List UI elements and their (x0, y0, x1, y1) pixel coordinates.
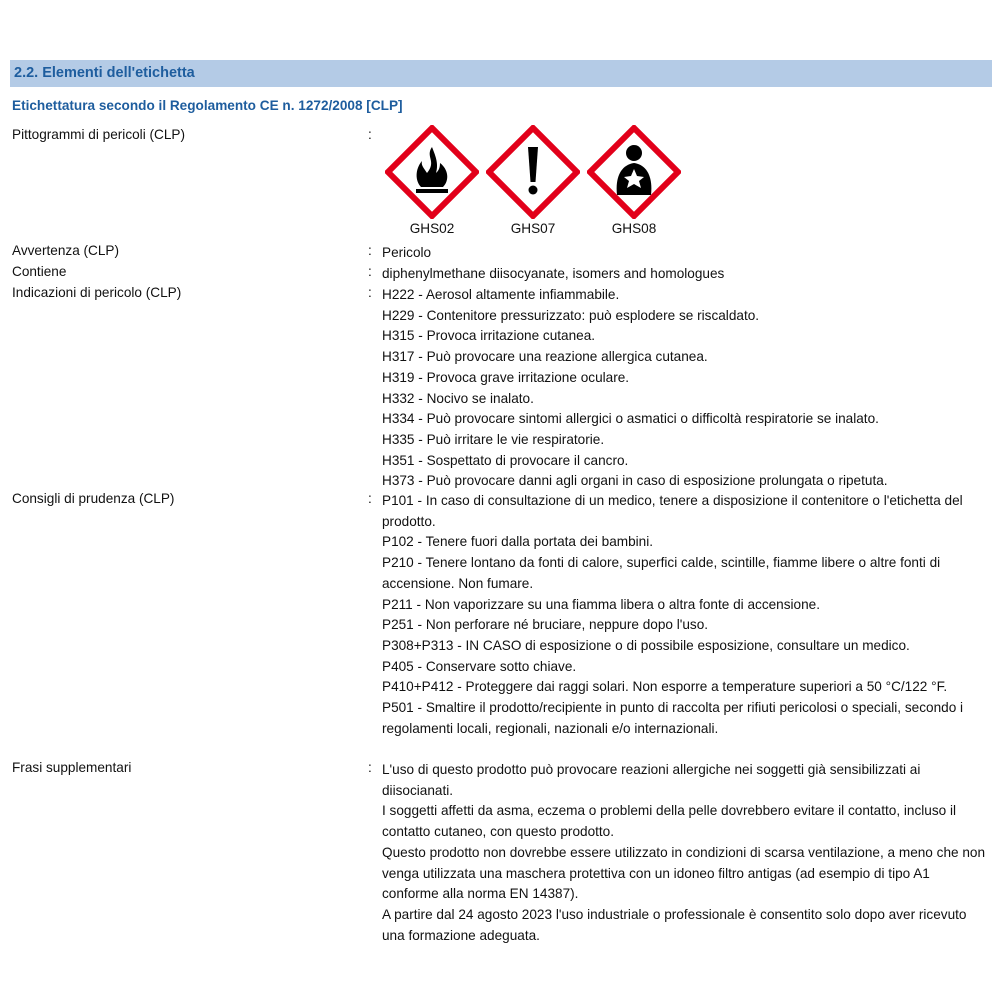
hazard-statement: H332 - Nocivo se inalato. (382, 390, 534, 406)
contains-value: diphenylmethane diisocyanate, isomers and homologues (382, 266, 725, 281)
supplementary-statement: A partire dal 24 agosto 2023 l'uso industriale o professionale è consentito solo dopo aver ricevuto una formazione adeguata. (382, 906, 967, 943)
hazard-statement: H335 - Può irritare le vie respiratorie. (382, 431, 605, 447)
section-title: 2.2. Elementi dell'etichetta (10, 60, 992, 87)
exclamation-mark-icon (486, 125, 580, 219)
precautionary-statement: P102 - Tenere fuori dalla portata dei bambini. (382, 534, 654, 550)
contains-label: Contiene (12, 264, 67, 279)
separator: : (368, 127, 372, 142)
precautionary-statement: P211 - Non vaporizzare su una fiamma libera o altra fonte di accensione. (382, 596, 821, 612)
separator: : (368, 285, 372, 300)
precautionary-statement: P210 - Tenere lontano da fonti di calore, superfici calde, scintille, fiamme libere o altre fonti di accensione. Non fumare. (382, 555, 941, 591)
supplementary-label: Frasi supplementari (12, 760, 132, 775)
supplementary-statement: Questo prodotto non dovrebbe essere utilizzato in condizioni di scarsa ventilazione, a meno che non venga utilizzata una maschera protettiva con un idoneo filtro antigas (ad esempio di tipo A1 conforme alla norma EN 14387). (382, 844, 986, 902)
hazard-statement: H317 - Può provocare una reazione allergica cutanea. (382, 349, 708, 365)
precautionary-statement: P410+P412 - Proteggere dai raggi solari. Non esporre a temperature superiori a 50 °C/122 °F. (382, 679, 948, 695)
signal-word-label: Avvertenza (CLP) (12, 243, 120, 258)
hazard-statement: H222 - Aerosol altamente infiammabile. (382, 287, 620, 302)
precautionary-statement: P308+P313 - IN CASO di esposizione o di possibile esposizione, consultare un medico. (382, 637, 910, 653)
pictogram-code: GHS07 (510, 221, 556, 236)
precautionary-statement: P101 - In caso di consultazione di un medico, tenere a disposizione il contenitore o l'etichetta del prodotto. (382, 493, 963, 529)
hazard-statement: H373 - Può provocare danni agli organi in caso di esposizione prolungata o ripetuta. (382, 473, 888, 489)
separator: : (368, 491, 372, 506)
hazard-statement: H351 - Sospettato di provocare il cancro. (382, 452, 629, 468)
separator: : (368, 760, 372, 775)
pictogram-ghs07 (486, 125, 580, 236)
pictogram-code: GHS02 (409, 221, 455, 236)
signal-word-value: Pericolo (382, 245, 432, 260)
pictogram-ghs02 (385, 125, 479, 236)
pictograms (385, 125, 685, 240)
hazard-statement: H334 - Può provocare sintomi allergici o asmatici o difficoltà respiratorie se inalato. (382, 411, 879, 427)
pictogram-ghs08 (587, 125, 681, 236)
hazard-statements-label: Indicazioni di pericolo (CLP) (12, 285, 182, 300)
precautionary-statements-label: Consigli di prudenza (CLP) (12, 491, 175, 506)
health-hazard-icon (587, 125, 681, 219)
labelling-subtitle: Etichettatura secondo il Regolamento CE n. 1272/2008 [CLP] (12, 98, 403, 113)
supplementary-list (382, 760, 988, 946)
precautionary-statements-list (382, 491, 988, 739)
precautionary-statement: P501 - Smaltire il prodotto/recipiente in punto di raccolta per rifiuti pericolosi o speciali, secondo i regolamenti locali, regionali, nazionali e/o internazionali. (382, 700, 964, 736)
precautionary-statement: P251 - Non perforare né bruciare, neppure dopo l'uso. (382, 617, 709, 633)
precautionary-statement: P405 - Conservare sotto chiave. (382, 658, 577, 674)
hazard-statements-list (382, 285, 988, 492)
pictograms-label: Pittogrammi di pericoli (CLP) (12, 127, 185, 142)
supplementary-statement: L'uso di questo prodotto può provocare reazioni allergiche nei soggetti già sensibilizzati ai diisocianati. (382, 762, 921, 798)
hazard-statement: H315 - Provoca irritazione cutanea. (382, 328, 596, 344)
supplementary-statement: I soggetti affetti da asma, eczema o problemi della pelle dovrebbero evitare il contatto, incluso il contatto cutaneo, con questo prodotto. (382, 803, 957, 840)
separator: : (368, 264, 372, 279)
flame-icon (385, 125, 479, 219)
hazard-statement: H319 - Provoca grave irritazione oculare. (382, 369, 630, 385)
pictogram-code: GHS08 (611, 221, 657, 236)
hazard-statement: H229 - Contenitore pressurizzato: può esplodere se riscaldato. (382, 307, 760, 323)
separator: : (368, 243, 372, 258)
